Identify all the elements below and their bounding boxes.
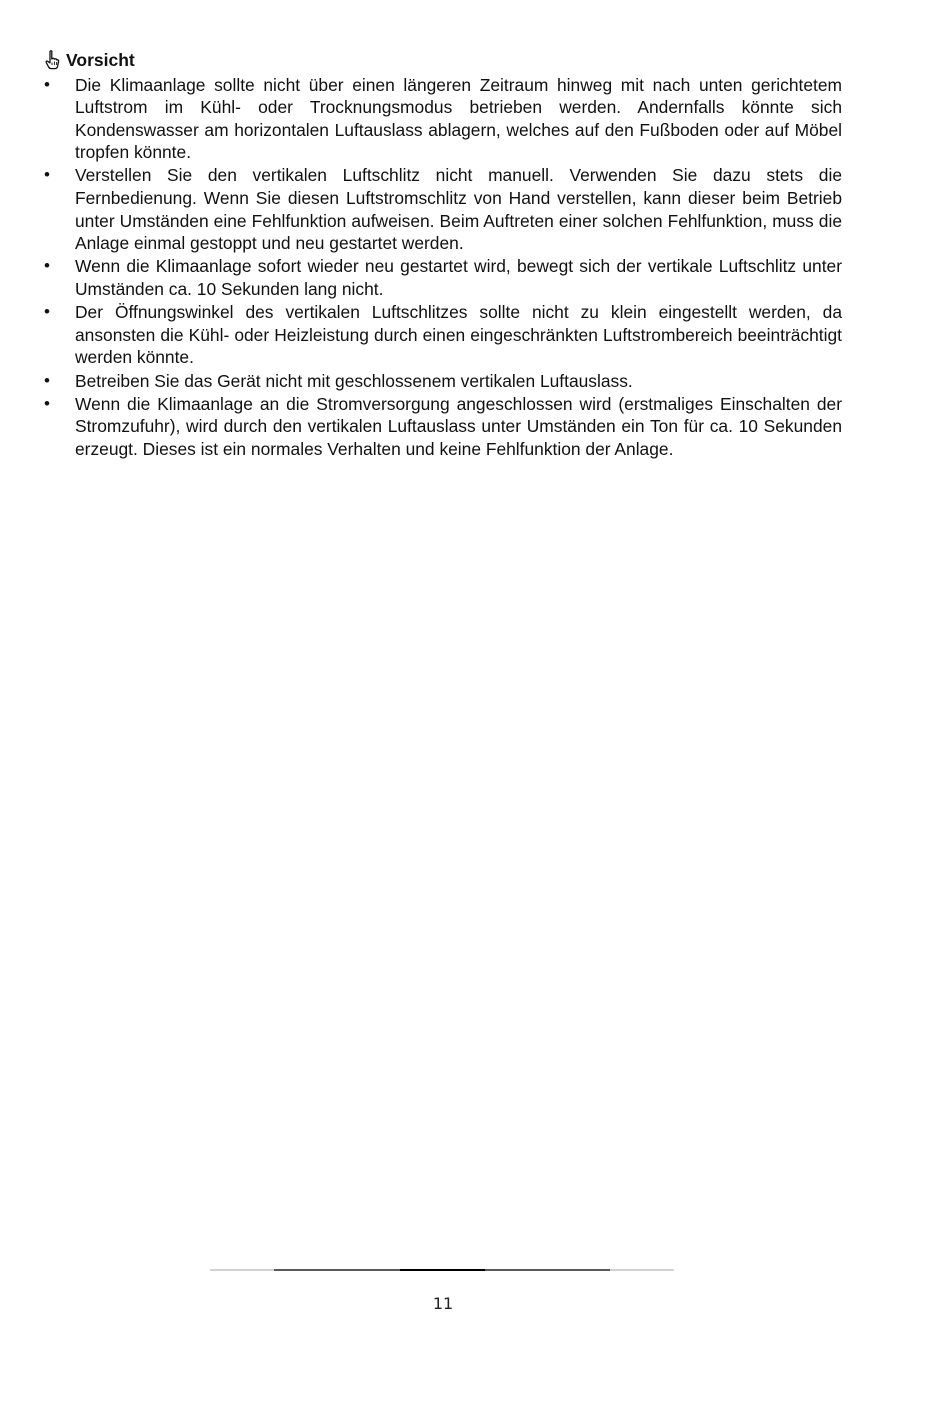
bullet-symbol: • [44, 393, 50, 413]
bullet-symbol: • [44, 370, 50, 390]
list-item-text: Verstellen Sie den vertikalen Luftschlitz nicht manuell. Verwenden Sie dazu stets die Fernbedienung. Wenn Sie diesen Luftstromschlitz von Hand verstellen, kann dieser beim Betrieb unter Umständen eine Fehlfunktion aufweisen. Beim Auftreten einer solchen Fehlfunktion, muss die Anlage einmal gestoppt und neu gestartet werden. [75, 165, 842, 254]
list-item-text: Betreiben Sie das Gerät nicht mit geschlossenem vertikalen Luftauslass. [75, 370, 633, 391]
list-item [44, 74, 842, 164]
bullet-symbol: • [44, 302, 50, 322]
caution-list [44, 74, 842, 461]
page-number: 11 [432, 1294, 454, 1313]
bullet-symbol: • [44, 256, 50, 276]
list-item-text: Die Klimaanlage sollte nicht über einen längeren Zeitraum hinweg mit nach unten gerichtetem Luftstrom im Kühl- oder Trocknungsmodus betrieben werden. Andernfalls könnte sich Kondenswasser am horizontalen Luftauslass ablagern, welches auf den Fußboden oder auf Möbel tropfen könnte. [75, 74, 842, 163]
section-heading [44, 49, 842, 72]
list-item [44, 370, 842, 393]
list-item [44, 164, 842, 254]
list-item [44, 255, 842, 300]
list-item [44, 393, 842, 461]
page-content [44, 49, 842, 461]
list-item-text: Wenn die Klimaanlage sofort wieder neu gestartet wird, bewegt sich der vertikale Luftschlitz unter Umständen ca. 10 Sekunden lang nicht. [75, 256, 842, 300]
section-title: Vorsicht [66, 50, 135, 70]
list-item [44, 301, 842, 369]
list-item-text: Der Öffnungswinkel des vertikalen Luftschlitzes sollte nicht zu klein eingestellt werden, da ansonsten die Kühl- oder Heizleistung durch einen eingeschränkten Luftstrombereich beeinträchtigt werden könnte. [75, 302, 842, 368]
pointing-hand-icon [44, 50, 60, 70]
bullet-symbol: • [44, 165, 50, 185]
footer-divider [210, 1268, 674, 1272]
bullet-symbol: • [44, 74, 50, 94]
list-item-text: Wenn die Klimaanlage an die Stromversorgung angeschlossen wird (erstmaliges Einschalten der Stromzufuhr), wird durch den vertikalen Luftauslass unter Umständen ein Ton für ca. 10 Sekunden erzeugt. Dieses ist ein normales Verhalten und keine Fehlfunktion der Anlage. [75, 393, 842, 459]
